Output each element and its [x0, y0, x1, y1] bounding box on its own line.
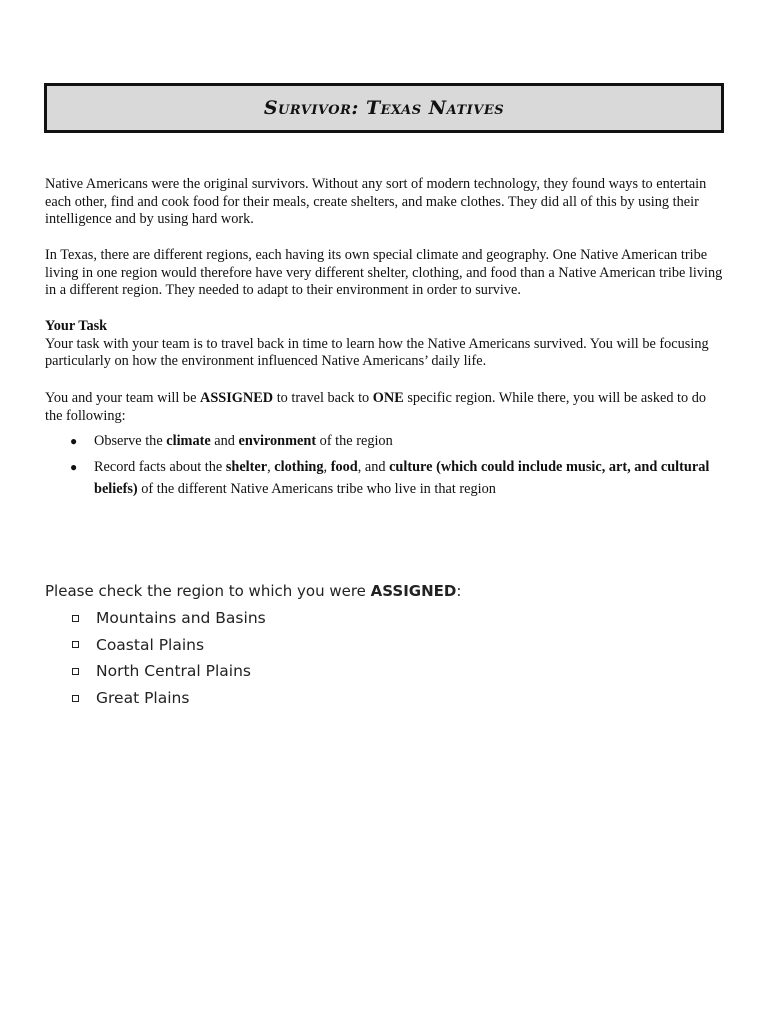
- bullet-text: and: [210, 433, 239, 449]
- bullet-record: [70, 456, 710, 500]
- intro-paragraph-1: Native Americans were the original survivors. Without any sort of modern technology, they found ways to entertain each other, find and cook food for their meals, create shelters, and make clothes. They did all of this by using their intelligence and by using hard work.: [45, 176, 707, 227]
- assignment-bold-assigned: ASSIGNED: [200, 390, 274, 406]
- region-label: Great Plains: [96, 689, 190, 708]
- page-title: Survivor: Texas Natives: [263, 97, 505, 119]
- region-label: Coastal Plains: [96, 635, 205, 654]
- checkbox-icon[interactable]: [72, 668, 79, 675]
- region-label: Mountains and Basins: [96, 609, 266, 628]
- bullet-text: of the different Native Americans tribe who live in that region: [137, 481, 496, 497]
- bullet-text: of the region: [316, 433, 393, 449]
- region-item-coastal-plains[interactable]: [70, 632, 266, 659]
- prompt-text-pre: Please check the region to which you were: [45, 582, 371, 600]
- bullet-text: ,: [323, 459, 331, 475]
- assignment-text-mid: to travel back to: [273, 390, 373, 406]
- bullet-observe: [70, 430, 710, 452]
- title-banner: [44, 83, 724, 133]
- assignment-text-pre: You and your team will be: [45, 390, 201, 406]
- bullet-bold: food: [330, 459, 358, 475]
- bullet-text: Observe the: [94, 433, 167, 449]
- bullet-text: , and: [357, 459, 390, 475]
- checkbox-icon[interactable]: [72, 641, 79, 648]
- region-item-north-central-plains[interactable]: [70, 658, 266, 685]
- bullet-bold: environment: [238, 433, 317, 449]
- task-heading: Your Task: [45, 318, 108, 334]
- prompt-bold-assigned: ASSIGNED: [370, 582, 457, 600]
- task-bullet-list: [70, 430, 710, 504]
- bullet-dot-icon: ●: [70, 434, 78, 448]
- region-label: North Central Plains: [96, 662, 251, 681]
- region-item-great-plains[interactable]: [70, 685, 266, 712]
- bullet-bold: climate: [166, 433, 211, 449]
- prompt-text-post: :: [456, 582, 462, 600]
- bullet-dot-icon: ●: [70, 460, 78, 474]
- bullet-bold: clothing: [274, 459, 324, 475]
- bullet-bold: shelter: [225, 459, 268, 475]
- task-description: Your task with your team is to travel back in time to learn how the Native Americans survived. You will be focusing particularly on how the environment influenced Native Americans’ daily life.: [45, 335, 709, 369]
- assignment-text-post: specific region. While there, you will be asked to do the following:: [45, 390, 707, 424]
- region-checklist: [70, 605, 266, 711]
- bullet-bold: culture (which could include music, art, and cultural beliefs): [94, 459, 710, 497]
- checkbox-icon[interactable]: [72, 615, 79, 622]
- intro-paragraph-2: In Texas, there are different regions, each having its own special climate and geography. One Native American tribe living in one region would therefore have very different shelter, clothing, and food than a Native American tribe living in a different region. They needed to adapt to their environment in order to survive.: [45, 247, 723, 298]
- checkbox-icon[interactable]: [72, 695, 79, 702]
- bullet-text: Record facts about the: [94, 459, 226, 475]
- region-check-prompt: [45, 582, 461, 600]
- assignment-paragraph: [45, 390, 725, 425]
- bullet-text: ,: [267, 459, 275, 475]
- assignment-bold-one: ONE: [372, 390, 404, 406]
- task-section: [45, 318, 725, 371]
- region-item-mountains-basins[interactable]: [70, 605, 266, 632]
